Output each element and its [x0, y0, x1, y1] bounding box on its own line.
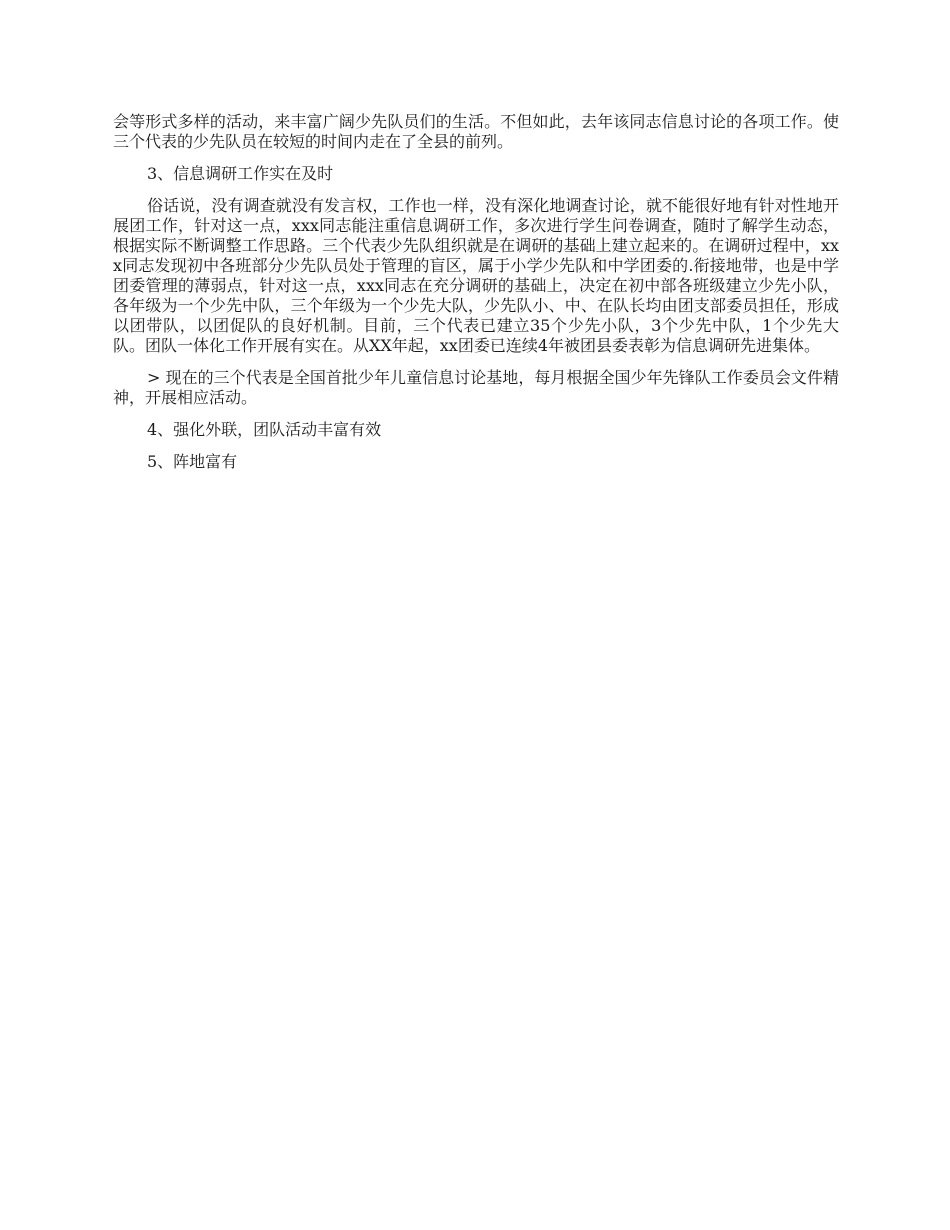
section-heading-3: 3、信息调研工作实在及时: [147, 164, 334, 183]
paragraph-research: 俗话说，没有调查就没有发言权，工作也一样，没有深化地调查讨论，就不能很好地有针对性地开展团工作，针对这一点，xxx同志能注重信息调研工作，多次进行学生问卷调查，随时了解学生动态，根据实际不断调整工作思路。三个代表少先队组织就是在调研的基础上建立起来的。在调研过程中，xxx同志发现初中各班部分少先队员处于管理的盲区，属于小学少先队和中学团委的.衔接地带，也是中学团委管理的薄弱点，针对这一点，xxx同志在充分调研的基础上，决定在初中部各班级建立少先小队，各年级为一个少先中队，三个年级为一个少先大队，少先队小、中、在队长均由团支部委员担任，形成以团带队，以团促队的良好机制。目前，三个代表已建立35个少先小队，3个少先中队，1个少先大队。团队一体化工作开展有实在。从XX年起，xx团委已连续4年被团县委表彰为信息调研先进集体。: [113, 196, 839, 355]
paragraph-activities: 会等形式多样的活动，来丰富广阔少先队员们的生活。不但如此，去年该同志信息讨论的各项工作。使三个代表的少先队员在较短的时间内走在了全县的前列。: [113, 112, 839, 151]
paragraph-base: > 现在的三个代表是全国首批少年儿童信息讨论基地，每月根据全国少年先锋队工作委员会文件精神，开展相应活动。: [113, 368, 839, 407]
document-body: [113, 112, 839, 484]
section-heading-5: 5、阵地富有: [147, 452, 238, 471]
section-heading-4: 4、强化外联，团队活动丰富有效: [147, 420, 382, 439]
